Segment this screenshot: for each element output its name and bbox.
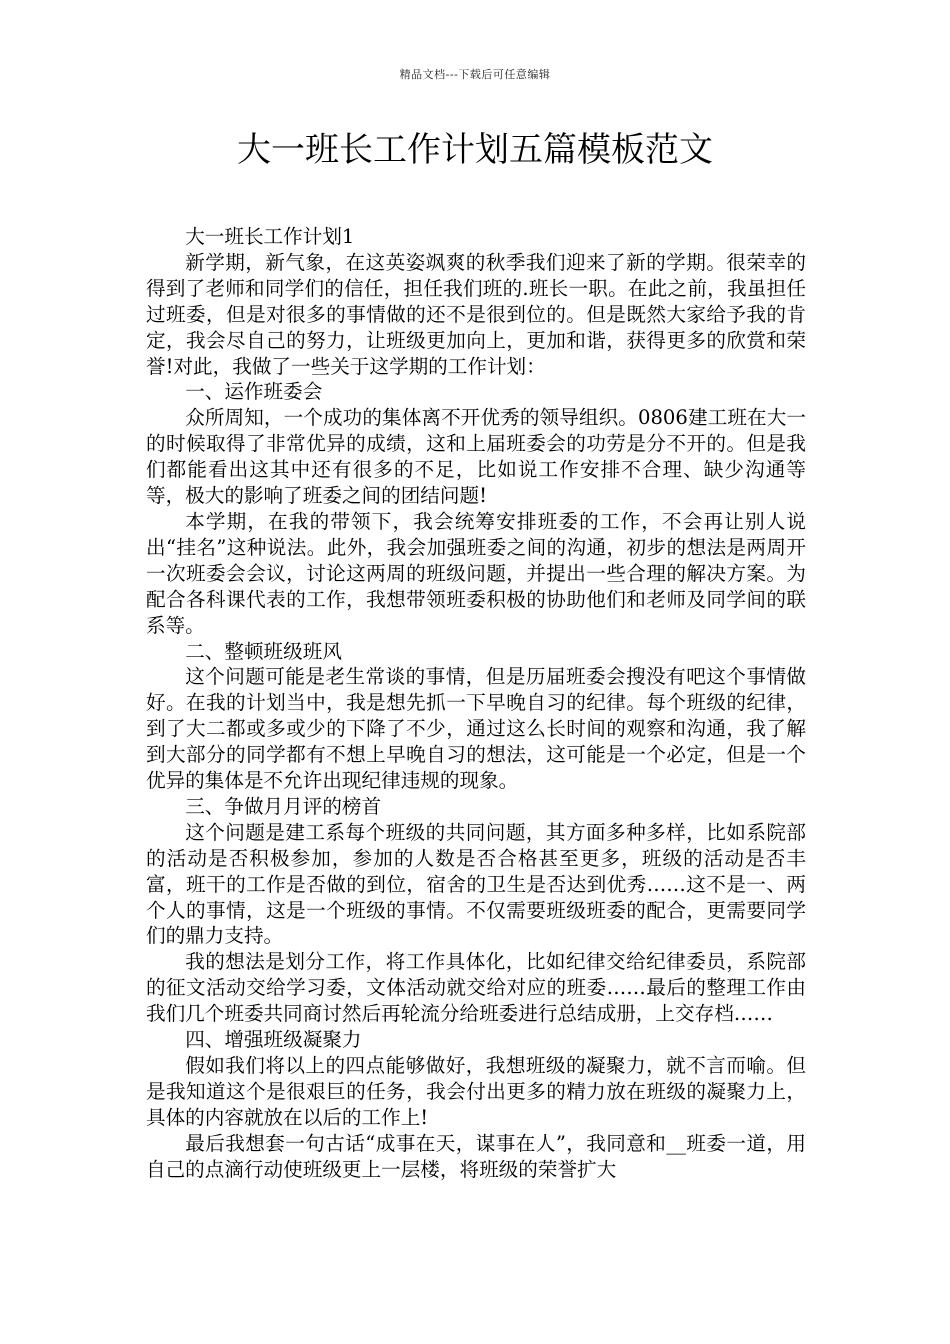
paragraph-intro: 新学期，新气象，在这英姿飒爽的秋季我们迎来了新的学期。很荣幸的得到了老师和同学们的信任，担任我们班的.班长一职。在此之前，我虽担任过班委，但是对很多的事情做的还不是很到位的。但是既然大家给予我的肯定，我会尽自己的努力，让班级更加向上，更加和谐，获得更多的欣赏和荣誉!对此，我做了一些关于这学期的工作计划： [146,250,806,378]
paragraph: 假如我们将以上的四点能够做好，我想班级的凝聚力，就不言而喻。但是我知道这个是很艰巨的任务，我会付出更多的精力放在班级的凝聚力上，具体的内容就放在以后的工作上! [146,1054,806,1129]
paragraph: 这个问题是建工系每个班级的共同问题，其方面多种多样，比如系院部的活动是否积极参加，参加的人数是否合格甚至更多，班级的活动是否丰富，班干的工作是否做的到位，宿舍的卫生是否达到优秀……这不是一、两个人的事情，这是一个班级的事情。不仅需要班级班委的配合，更需要同学们的鼎力支持。 [146,820,806,948]
section-heading-4: 四、增强班级凝聚力 [185,1028,362,1052]
header-note: 精品文档---下载后可任意编辑 [399,68,551,81]
section-heading-1: 一、运作班委会 [185,380,323,404]
section-heading-plan-1: 大一班长工作计划1 [185,225,355,248]
section-heading-2: 二、整顿班级班风 [185,639,342,663]
document-title: 大一班长工作计划五篇模板范文 [237,130,713,170]
paragraph: 众所周知，一个成功的集体离不开优秀的领导组织。0806建工班在大一的时候取得了非常优异的成绩，这和上届班委会的功劳是分不开的。但是我们都能看出这其中还有很多的不足，比如说工作安排不合理、缺少沟通等等，极大的影响了班委之间的团结问题! [146,406,806,508]
paragraph: 我的想法是划分工作，将工作具体化，比如纪律交给纪律委员，系院部的征文活动交给学习委，文体活动就交给对应的班委……最后的整理工作由我们几个班委共同商讨然后再轮流分给班委进行总结成册，上交存档…… [146,950,806,1026]
paragraph: 本学期，在我的带领下，我会统筹安排班委的工作，不会再让别人说出“挂名”这种说法。此外，我会加强班委之间的沟通，初步的想法是两周开一次班委会会议，讨论这两周的班级问题，并提出一些合理的解决方案。为配合各科课代表的工作，我想带领班委积极的协助他们和老师及同学间的联系等。 [146,509,806,637]
section-heading-3: 三、争做月月评的榜首 [185,794,382,818]
document-body [146,224,806,1183]
paragraph: 最后我想套一句古话“成事在天，谋事在人”，我同意和__班委一道，用自己的点滴行动使班级更上一层楼，将班级的荣誉扩大 [146,1131,806,1181]
paragraph: 这个问题可能是老生常谈的事情，但是历届班委会搜没有吧这个事情做好。在我的计划当中，我是想先抓一下早晚自习的纪律。每个班级的纪律，到了大二都或多或少的下降了不少，通过这么长时间的观察和沟通，我了解到大部分的同学都有不想上早晚自习的想法，这可能是一个必定，但是一个优异的集体是不允许出现纪律违规的现象。 [146,665,806,793]
